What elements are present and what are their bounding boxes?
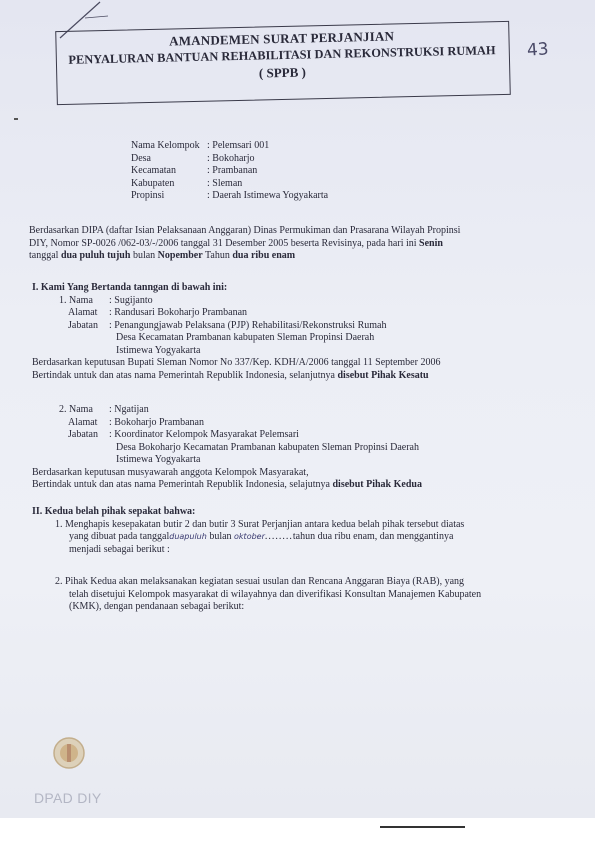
label-text: Alamat	[68, 416, 98, 428]
section-1	[32, 282, 552, 382]
item-1-line	[55, 531, 562, 544]
document-title	[55, 25, 508, 86]
intro-paragraph	[29, 225, 549, 263]
watermark-text: DPAD DIY	[34, 790, 102, 806]
party-2-dasar: Berdasarkan keputusan musyawarah anggota Kelompok Masyarakat,	[32, 466, 309, 478]
intro-date: dua puluh tujuh	[60, 250, 131, 261]
intro-text: tanggal	[29, 250, 61, 261]
party-1-alamat: : Randusari Bokoharjo Prambanan	[109, 307, 248, 318]
party-1-nama-label: 1. Nama	[59, 294, 93, 306]
info-label: Kabupaten	[131, 177, 175, 189]
party-1-alamat-label	[59, 307, 109, 320]
scan-mark	[14, 118, 18, 120]
item-2-line: (KMK), dengan pendanaan sebagai berikut:	[69, 601, 245, 612]
party-1-dasar: Berdasarkan keputusan Bupati Sleman Nomor No 337/Kep. KDH/A/2006 tanggal 11 September 2006	[32, 357, 441, 368]
item-2-line: 2. Pihak Kedua akan melaksanakan kegiatan sesuai usulan dan Rencana Anggaran Biaya (RAB), yang	[55, 576, 465, 587]
title-line-1: AMANDEMEN SURAT PERJANJIAN	[168, 28, 395, 49]
title-line-3: ( SPPB )	[258, 64, 307, 81]
info-value: : Daerah Istimewa Yogyakarta	[207, 190, 329, 202]
bertindak-role: disebut Pihak Kesatu	[337, 369, 429, 381]
party-2	[32, 404, 552, 467]
info-row	[131, 140, 328, 153]
party-1	[32, 295, 552, 358]
handwritten-date: duapuluh	[169, 532, 207, 541]
info-label: Kecamatan	[131, 165, 176, 177]
party-2-bertindak	[32, 479, 552, 492]
intro-text: bulan	[130, 250, 158, 261]
party-2-jabatan-label	[59, 429, 109, 442]
bertindak-text: Bertindak untuk dan atas nama Pemerintah Republik Indonesia, selajutnya	[32, 479, 333, 490]
info-value: : Pelemsari 001	[207, 140, 270, 151]
label-text: Alamat	[68, 307, 98, 318]
item-1-line: menjadi sebagai berikut :	[69, 543, 170, 555]
section-1-heading: I. Kami Yang Bertanda tanngan di bawah ini:	[32, 282, 228, 293]
label-text: Jabatan	[68, 429, 98, 440]
party-2-nama-label: 2. Nama	[59, 404, 93, 415]
party-1-nama: : Sugijanto	[109, 294, 153, 306]
party-1-jabatan: : Penangungjawab Pelaksana (PJP) Rehabilitasi/Rekonstruksi Rumah	[109, 319, 387, 331]
intro-text: DIY, Nomor SP-0026 /062-03/-/2006 tanggal 31 Desember 2005 beserta Revisinya, pada hari ini	[29, 237, 420, 249]
info-row	[131, 190, 328, 203]
bertindak-role: disebut Pihak Kedua	[332, 479, 422, 490]
item-1-text: tahun dua ribu enam, dan menggantinya	[292, 531, 454, 542]
label-text: Jabatan	[68, 319, 98, 331]
item-1-line: 1. Menghapis kesepakatan butir 2 dan butir 3 Surat Perjanjian antara kedua belah pihak tersebut diatas	[55, 518, 465, 530]
intro-line	[29, 238, 549, 251]
party-1-jabatan-cont: Desa Kecamatan Prambanan kabupaten Sleman Propinsi Daerah	[116, 332, 375, 343]
item-2-line: telah disetujui Kelompok masyarakat di wilayahnya dan diverifikasi Konsultan Manajemen Kabupaten	[69, 588, 482, 600]
info-row	[131, 165, 328, 178]
party-2-jabatan-cont: Istimewa Yogyakarta	[116, 454, 201, 465]
intro-line: Berdasarkan DIPA (daftar Isian Pelaksanaan Anggaran) Dinas Permukiman dan Prasarana Wilayah Propinsi	[29, 225, 461, 236]
section-2-item-1	[32, 519, 562, 557]
party-2-nama: : Ngatijan	[109, 404, 149, 415]
section-2	[32, 506, 562, 614]
intro-day: Senin	[419, 237, 443, 249]
item-1-text: bulan	[206, 531, 235, 542]
party-1-bertindak	[32, 370, 552, 383]
info-row	[131, 153, 328, 166]
info-label: Propinsi	[131, 190, 165, 202]
party-2-block	[32, 404, 552, 492]
intro-month: Nopember	[157, 250, 203, 261]
intro-text: Tahun	[202, 250, 233, 261]
scan-artifact-line	[380, 826, 465, 828]
intro-line	[29, 250, 549, 263]
group-info-table	[131, 140, 328, 203]
item-1-text: yang dibuat pada tanggal	[69, 531, 170, 542]
intro-year: dua ribu enam	[232, 250, 296, 261]
dotted-fill: ........	[264, 531, 293, 542]
party-2-alamat: : Bokoharjo Prambanan	[109, 416, 204, 428]
party-1-jabatan-label	[59, 320, 109, 333]
handwritten-month: oktober	[234, 532, 265, 541]
info-value: : Sleman	[207, 177, 243, 189]
info-label: Nama Kelompok	[131, 140, 200, 151]
info-label: Desa	[131, 152, 151, 164]
title-line-2: PENYALURAN BANTUAN REHABILITASI DAN REKONSTRUKSI RUMAH	[68, 43, 496, 67]
party-2-alamat-label	[59, 417, 109, 430]
handwritten-page-number: 43	[526, 39, 550, 61]
info-value: : Bokoharjo	[207, 152, 255, 164]
party-2-jabatan-cont: Desa Bokoharjo Kecamatan Prambanan kabupaten Sleman Propinsi Daerah	[116, 441, 419, 453]
party-1-jabatan-cont: Istimewa Yogyakarta	[116, 344, 201, 356]
info-row	[131, 178, 328, 191]
dpad-emblem-icon	[52, 736, 86, 770]
party-2-jabatan: : Koordinator Kelompok Masyarakat Pelemsari	[109, 429, 299, 440]
section-2-item-2	[32, 576, 562, 614]
bottom-margin	[0, 818, 595, 842]
bertindak-text: Bertindak untuk dan atas nama Pemerintah Republik Indonesia, selanjutnya	[32, 369, 338, 381]
info-value: : Prambanan	[207, 165, 258, 177]
section-2-heading: II. Kedua belah pihak sepakat bahwa:	[32, 506, 196, 517]
